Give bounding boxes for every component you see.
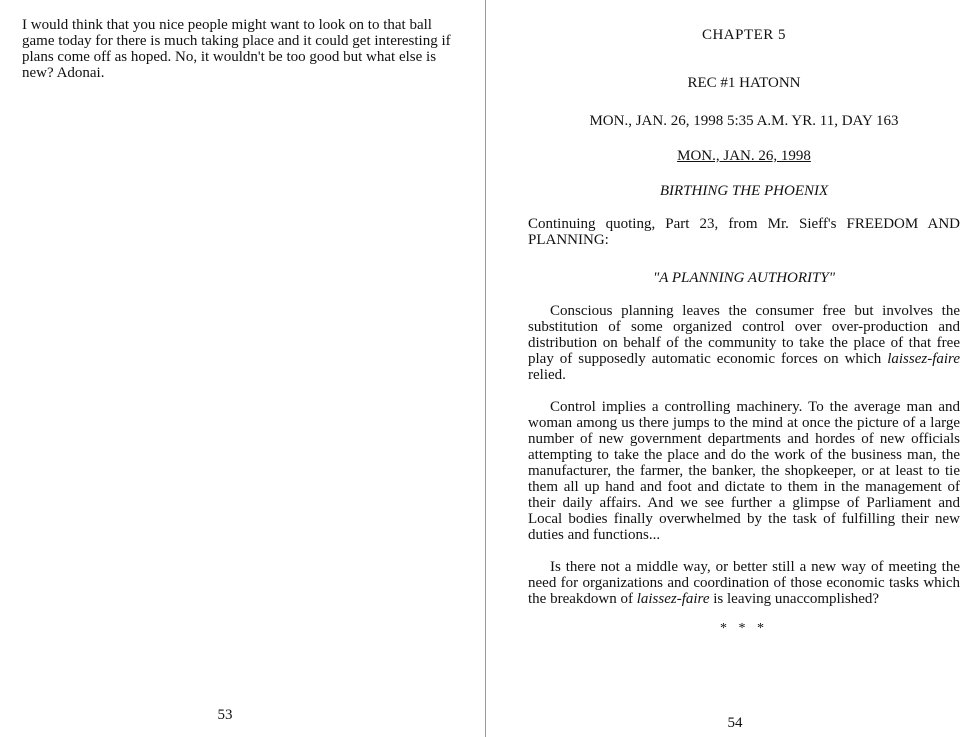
date-line: MON., JAN. 26, 1998 5:35 A.M. YR. 11, DAY 163 bbox=[589, 113, 899, 129]
page-gutter bbox=[485, 0, 486, 737]
para3-text-b: is leaving unaccomplished? bbox=[709, 591, 880, 607]
intro-paragraph: Continuing quoting, Part 23, from Mr. Sieff's FREEDOM AND PLANNING: bbox=[528, 216, 960, 248]
para1-italic: laissez-faire bbox=[887, 351, 960, 367]
right-page bbox=[528, 17, 960, 637]
section-title: BIRTHING THE PHOENIX bbox=[659, 183, 829, 199]
body-paragraph-3 bbox=[528, 559, 960, 607]
chapter-heading: CHAPTER 5 bbox=[701, 27, 787, 43]
right-page-number: 54 bbox=[727, 715, 743, 731]
para3-italic: laissez-faire bbox=[636, 591, 710, 607]
left-paragraph: I would think that you nice people might want to look on to that ball game today for there is much taking place and it could get interesting if plans come off as hoped. No, it wouldn't be too good but what else is new? Adonai. bbox=[22, 17, 451, 81]
left-page bbox=[22, 17, 452, 81]
left-page-number: 53 bbox=[217, 707, 233, 723]
section-break-stars: * * * bbox=[720, 621, 768, 636]
para3-text-a: Is there not a middle way, or better still a new way of meeting the need for organizations and coordination of those economic tasks which the breakdown of bbox=[528, 559, 960, 607]
para1-text-b: relied. bbox=[528, 367, 566, 383]
body-paragraph-1 bbox=[528, 303, 960, 383]
sub-title: "A PLANNING AUTHORITY" bbox=[652, 270, 836, 286]
rec-heading: REC #1 HATONN bbox=[687, 75, 801, 91]
para1-text-a: Conscious planning leaves the consumer free but involves the substitution of some organized control over over-production and distribution on behalf of the community to take the place of that free play of supposedly automatic economic forces on which bbox=[528, 303, 960, 367]
date-underlined-text: MON., JAN. 26, 1998 bbox=[677, 148, 811, 164]
date-underlined-heading bbox=[528, 148, 960, 165]
body-paragraph-2: Control implies a controlling machinery. To the average man and woman among us there jumps to the mind at once the picture of a large number of new government departments and hordes of new officials attempting to take the place and do the work of the business man, the manufacturer, the farmer, the banker, the shopkeeper, or at least to tie them all up hand and foot and dictate to them in the management of their daily affairs. And we see further a glimpse of Parliament and Local bodies finally overwhelmed by the task of fulfilling their new duties and functions... bbox=[528, 399, 960, 543]
